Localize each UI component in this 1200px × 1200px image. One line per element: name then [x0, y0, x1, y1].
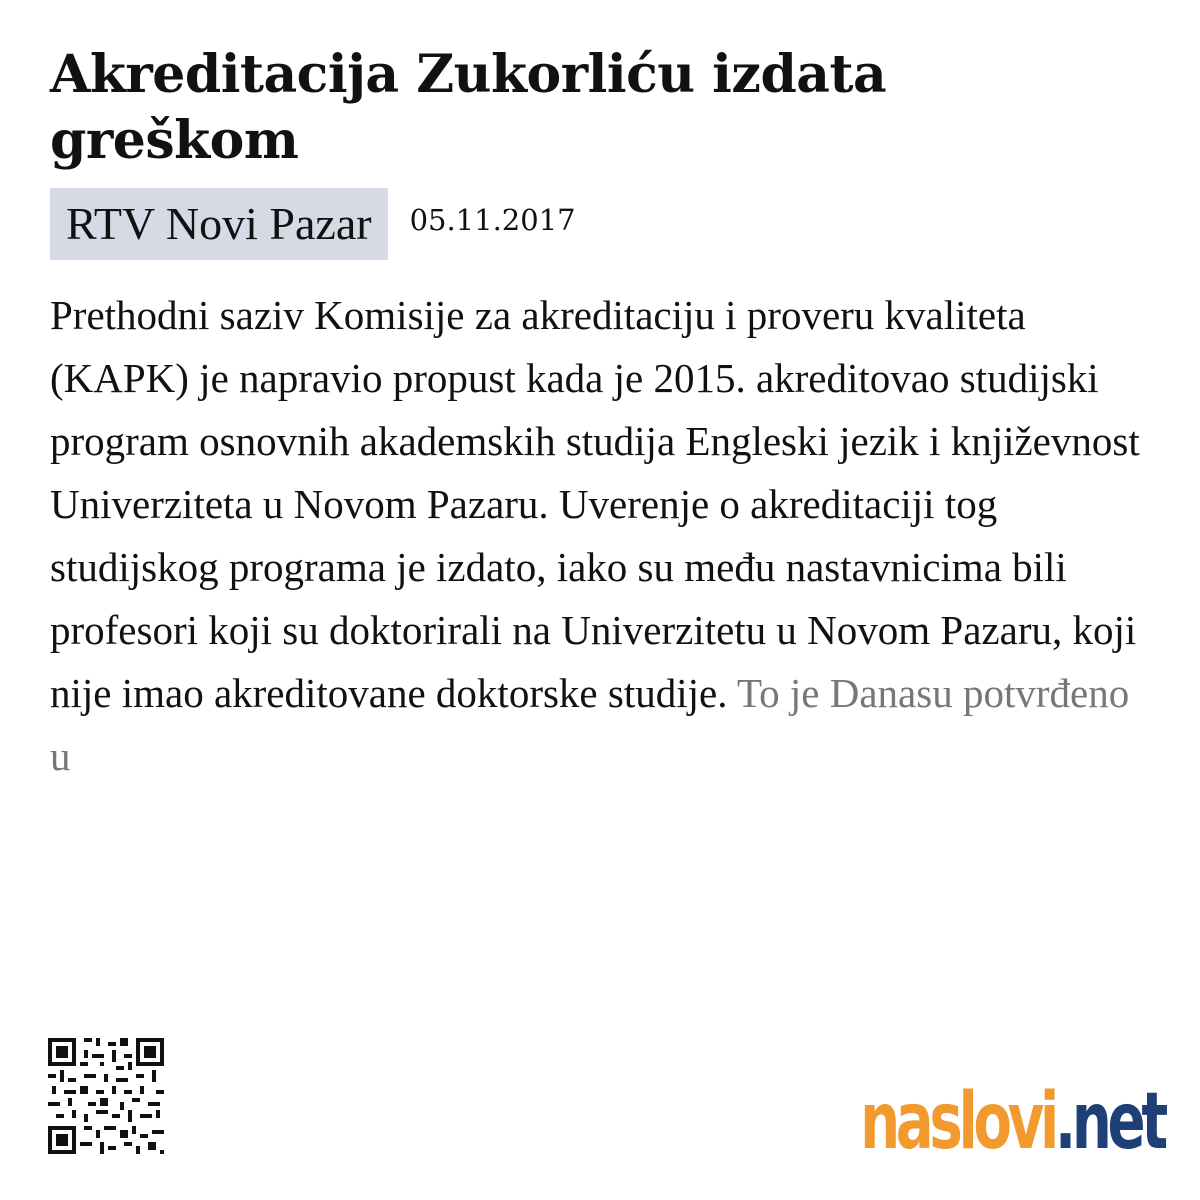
article-meta — [50, 188, 1150, 260]
page-footer — [0, 1030, 1200, 1200]
article-body — [50, 284, 1150, 788]
naslovi-logo[interactable] — [860, 1072, 1164, 1172]
article-date: 05.11.2017 — [409, 203, 576, 237]
logo-text-net: .net — [1055, 1077, 1164, 1167]
article-body-text: Prethodni saziv Komisije za akreditaciju i proveru kvaliteta (KAPK) je napravio propust kada je 2015. akreditovao studijski program osnovnih akademskih studija Engleski jezik i književnost Univerziteta u Novom Pazaru. Uverenje o akreditaciji tog studijskog programa je izdato, iako su među nastavnicima bili profesori koji su doktorirali na Univerzitetu u Novom Pazaru, koji nije imao akreditovane doktorske studije. — [50, 292, 1140, 716]
article — [50, 42, 1150, 788]
article-title: Akreditacija Zukorliću izdata greškom — [50, 44, 887, 171]
qr-code-icon — [48, 1038, 164, 1154]
article-body-fade: To je Danasu potvrđeno u — [50, 670, 1130, 779]
logo-text-naslovi: naslovi — [860, 1077, 1056, 1167]
source-badge[interactable]: RTV Novi Pazar — [50, 188, 388, 260]
